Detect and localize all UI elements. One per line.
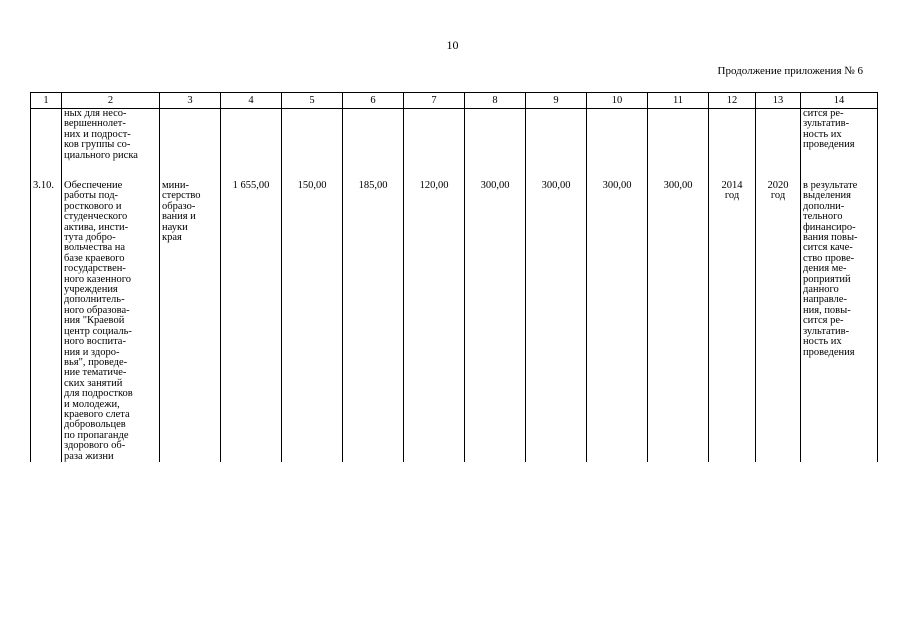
cell-total: [221, 109, 282, 168]
column-header-1: 1: [31, 93, 62, 109]
column-header-3: 3: [160, 93, 221, 109]
cell-year-col10: [587, 109, 648, 168]
page-number: 10: [446, 38, 459, 52]
table-row-continued: [31, 109, 878, 168]
cell-year-col6: [343, 109, 404, 168]
cell-year-col5: [282, 109, 343, 168]
column-header-4: 4: [221, 93, 282, 109]
cell-year-col5: 150,00: [282, 167, 343, 462]
column-header-12: 12: [709, 93, 756, 109]
column-header-8: 8: [465, 93, 526, 109]
cell-activity: Обеспечение работы под- росткового и студенческого актива, инсти- тута добро- вольчества на базе краевого государствен- ного казенного учреждения дополнитель- ного образова- ния "Краевой центр социаль- ного воспита- ния и здоро- вья", проведе- ние тематиче- ских занятий для подростков и молодежи, краевого слета добровольцев по пропаганде здорового об- раза жизни: [62, 167, 160, 462]
continuation-caption: Продолжение приложения № 6: [717, 65, 863, 77]
column-header-2: 2: [62, 93, 160, 109]
cell-year-col9: [526, 109, 587, 168]
cell-activity: ных для несо- вершеннолет- них и подрост- ков группы со- циального риска: [62, 109, 160, 168]
column-header-14: 14: [801, 93, 878, 109]
table-row-3-10: [31, 167, 878, 462]
cell-year-col7: [404, 109, 465, 168]
cell-year-col9: 300,00: [526, 167, 587, 462]
column-header-6: 6: [343, 93, 404, 109]
cell-start-year: 2014 год: [709, 167, 756, 462]
cell-year-col11: [648, 109, 709, 168]
cell-executor: мини- стерство образо- вания и науки края: [160, 167, 221, 462]
cell-index: 3.10.: [31, 167, 62, 462]
cell-year-col10: 300,00: [587, 167, 648, 462]
cell-end-year: 2020 год: [756, 167, 801, 462]
column-header-5: 5: [282, 93, 343, 109]
column-header-13: 13: [756, 93, 801, 109]
cell-year-col11: 300,00: [648, 167, 709, 462]
cell-total: 1 655,00: [221, 167, 282, 462]
column-header-9: 9: [526, 93, 587, 109]
cell-executor: [160, 109, 221, 168]
column-header-11: 11: [648, 93, 709, 109]
appendix-table: [30, 92, 878, 462]
column-header-7: 7: [404, 93, 465, 109]
header-row: [31, 93, 878, 109]
cell-year-col8: 300,00: [465, 167, 526, 462]
cell-index: [31, 109, 62, 168]
cell-expected-result: в результате выделения дополни- тельного финансиро- вания повы- сится каче- ство прове- дения ме- роприятий данного направле- ния, повы- сится ре- зультатив- ность их проведения: [801, 167, 878, 462]
cell-start-year: [709, 109, 756, 168]
cell-end-year: [756, 109, 801, 168]
column-header-10: 10: [587, 93, 648, 109]
cell-year-col8: [465, 109, 526, 168]
cell-year-col7: 120,00: [404, 167, 465, 462]
cell-year-col6: 185,00: [343, 167, 404, 462]
cell-expected-result: сится ре- зультатив- ность их проведения: [801, 109, 878, 168]
